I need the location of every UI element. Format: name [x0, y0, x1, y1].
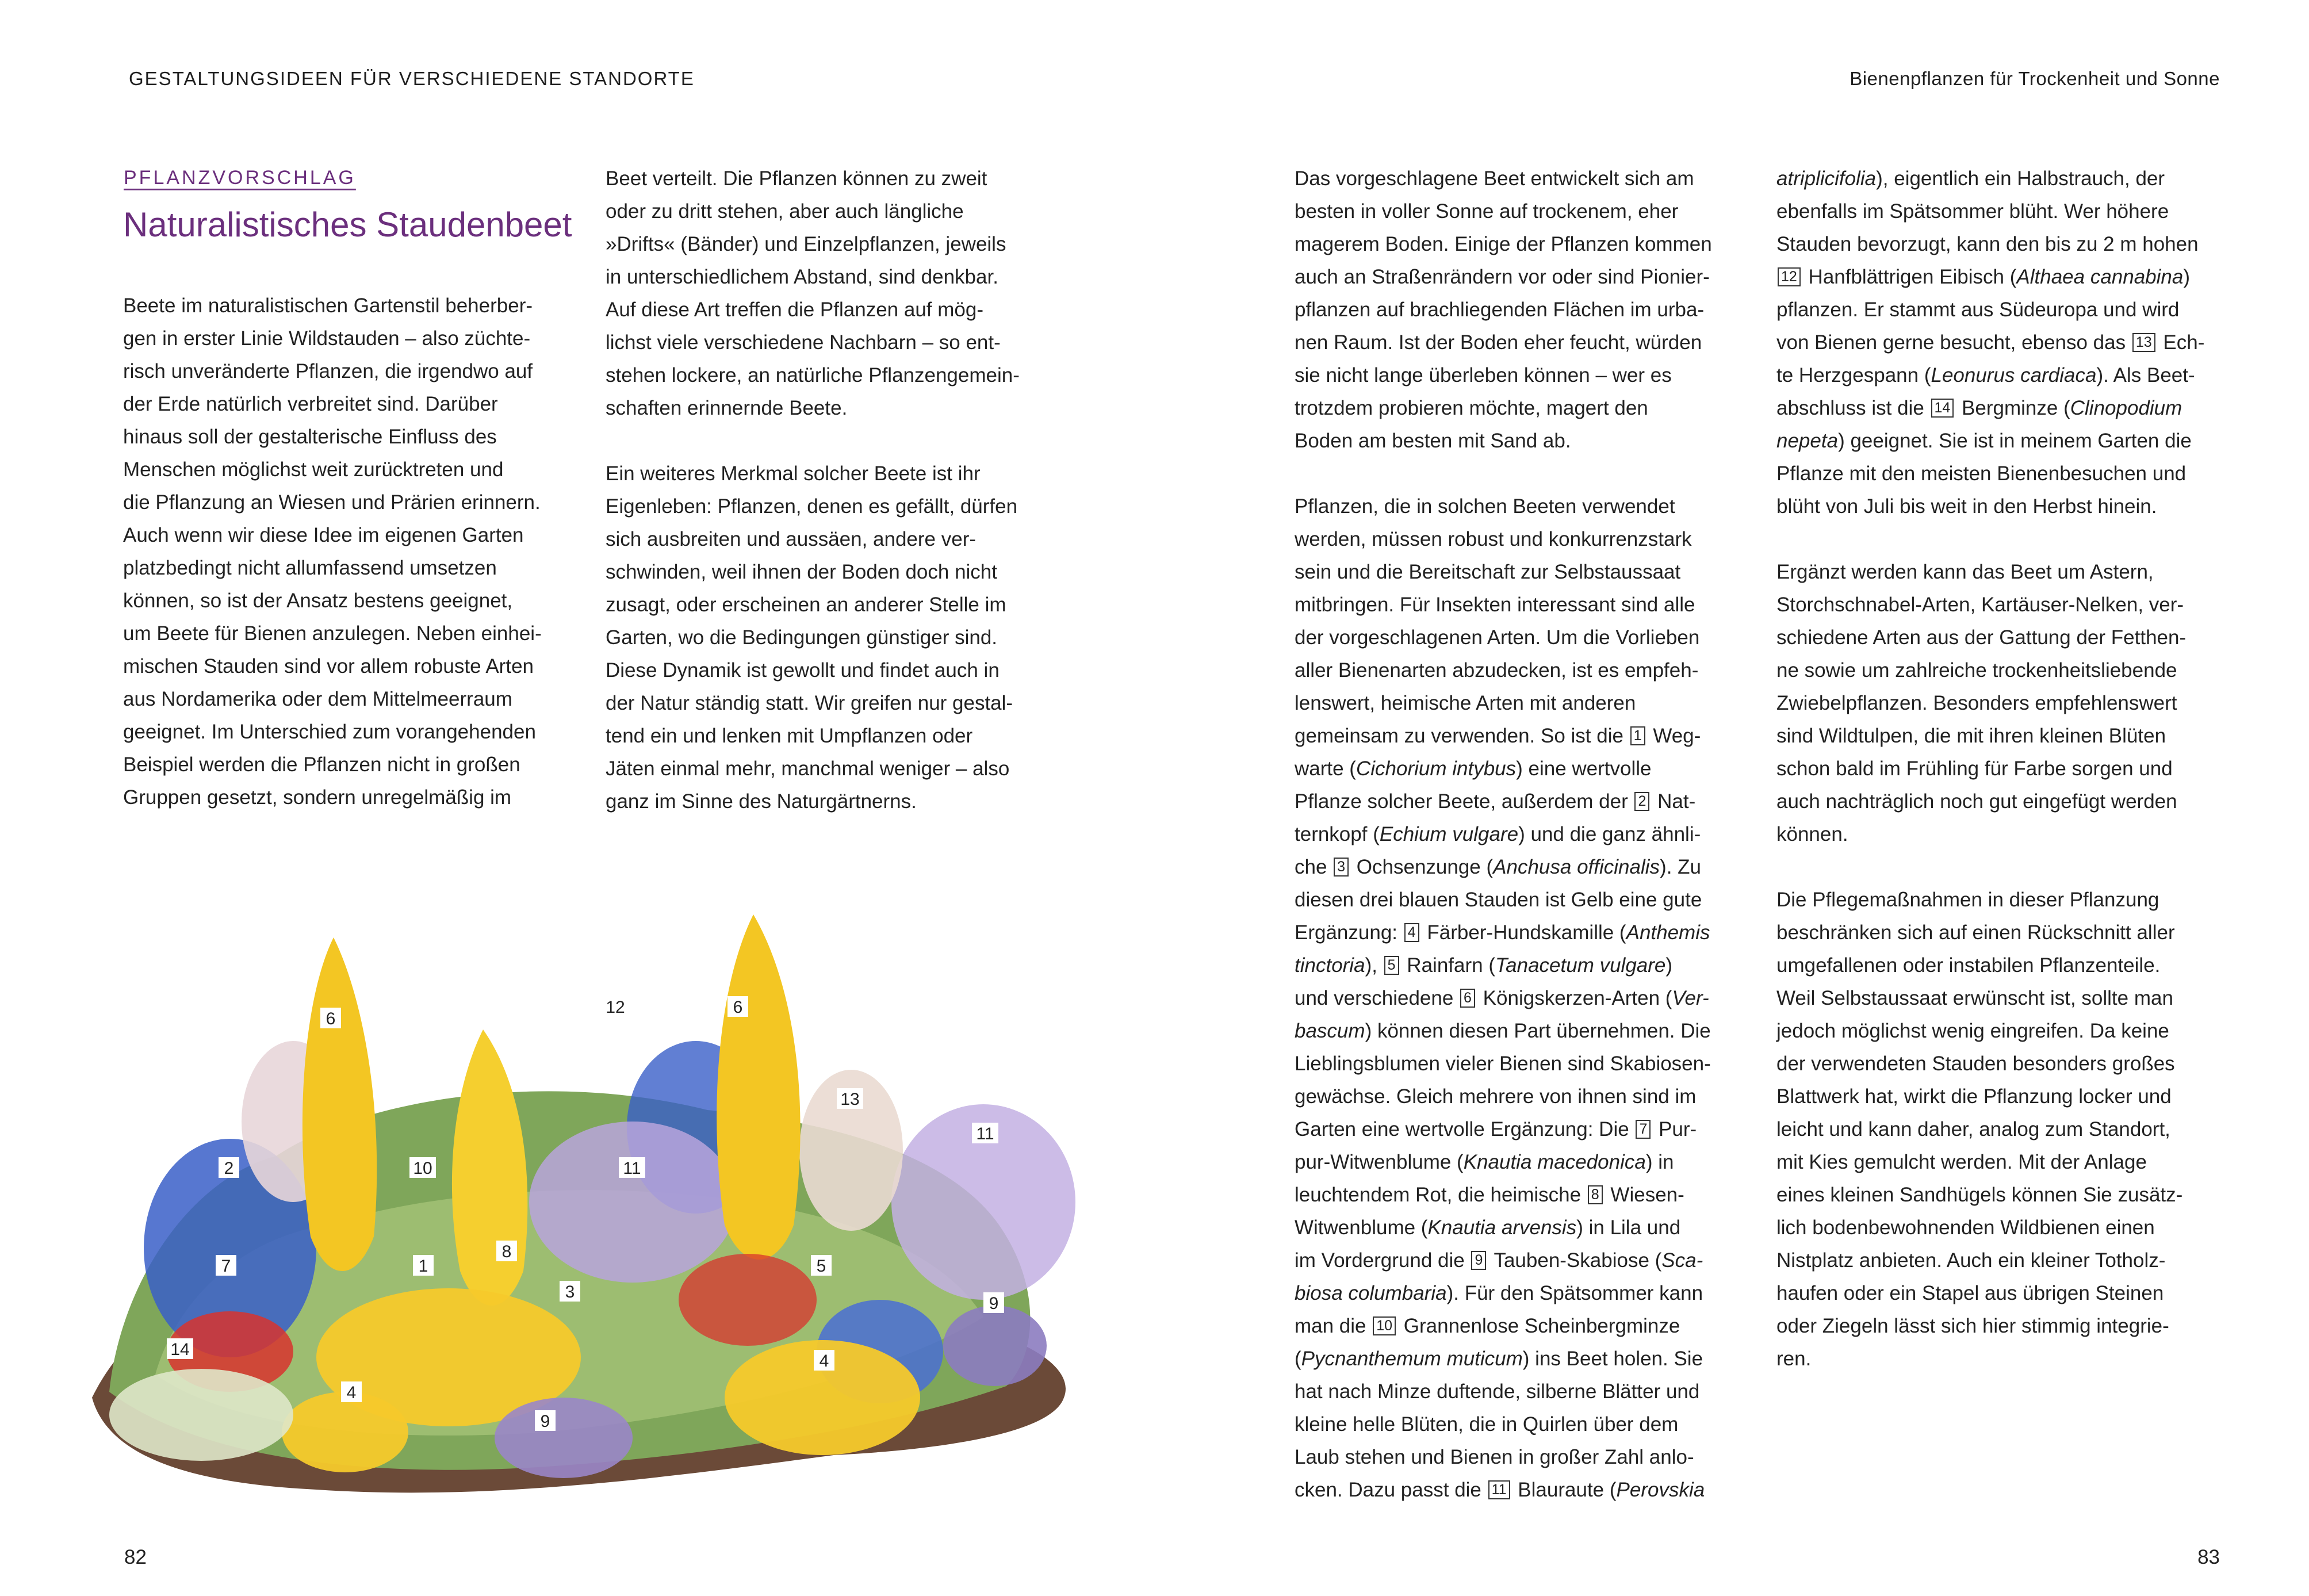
running-head-left: GESTALTUNGSIDEEN FÜR VERSCHIEDENE STANDORTE: [129, 68, 695, 89]
running-head-right: Bienenpflanzen für Trockenheit und Sonne: [1850, 68, 2220, 89]
svg-text:4: 4: [346, 1383, 357, 1402]
flower-bed-illustration: [86, 880, 1093, 1530]
label-11: [972, 1123, 998, 1143]
svg-text:6: 6: [733, 998, 743, 1017]
plant-number-2: 2: [1634, 792, 1649, 811]
label-11: [619, 1157, 645, 1178]
label-6: [320, 1008, 341, 1028]
label-6: [727, 996, 748, 1017]
page-number-right: 83: [2197, 1546, 2220, 1568]
svg-text:7: 7: [221, 1257, 231, 1276]
page-title: Naturalistisches Staudenbeet: [123, 205, 572, 244]
plant-number-6: 6: [1460, 989, 1475, 1008]
label-9: [535, 1410, 556, 1431]
svg-text:8: 8: [501, 1242, 512, 1261]
label-2: [219, 1157, 239, 1178]
page-number-left: 82: [124, 1546, 147, 1568]
svg-text:11: 11: [976, 1124, 994, 1143]
svg-text:4: 4: [819, 1352, 829, 1371]
plant-number-8: 8: [1588, 1185, 1603, 1204]
purple-scabious: [495, 1398, 633, 1478]
white-catmint: [109, 1369, 293, 1461]
label-3: [560, 1281, 580, 1302]
paragraph: Beet verteilt. Die Pflanzen können zu zweit oder zu dritt stehen, aber auch längliche »Drifts« (Bänder) und Einzelpflanzen, jeweils in unterschiedlichem Abstand, sind denkbar. Auf diese Art treffen die Pflanzen auf mög- lichst viele verschiedene Nachbarn – so ent- stehen lockere, an natürliche Pflanzengemein- schaften erinnernde Beete.: [606, 167, 1020, 419]
plant-number-4: 4: [1404, 923, 1419, 942]
paragraph: Pflanzen, die in solchen Beeten verwendet werden, müssen robust und konkurrenzstark sein und die Bereitschaft zur Selbstaussaat mitbringen. Für Insekten interessant sind alle der vorgeschlagenen Arten. Um die Vorlieben aller Bienenarten abzudecken, ist es empfeh- lenswert, heimische Arten mit anderen gemeinsam zu verwenden. So ist die 1 Weg- warte (Cichorium intybus) eine wertvolle Pflanze solcher Beete, außerdem der 2 Nat- ternkopf (Echium vulgare) und die ganz ähnli- che 3 Ochsenzunge (Anchusa officinalis). Zu diesen drei blauen Stauden ist Gelb eine gute Ergänzung: 4 Färber-Hundskamille (Anthemis tinctoria), 5 Rainfarn (Tanacetum vulgare) und verschiedene 6 Königskerzen-Arten (Ver- bascum) können diesen Part übernehmen. Die Lieblingsblumen vieler Bienen sind Skabiosen- gewächse. Gleich mehrere von ihnen sind im Garten eine wertvolle Ergänzung: Die 7 Pur- pur-Witwenblume (Knautia macedonica) in leuchtendem Rot, die heimische 8 Wiesen- Witwenblume (Knautia arvensis) in Lila und im Vordergrund die 9 Tauben-Skabiose (Sca- biosa columbaria). Für den Spätsommer kann man die 10 Grannenlose Scheinbergminze (Pycnanthemum muticum) ins Beet holen. Sie hat nach Minze duftende, silberne Blätter und kleine helle Blüten, die in Quirlen über dem Laub stehen und Bienen in großer Zahl anlo- cken. Dazu passt die 11 Blauraute (Perovskia: [1295, 495, 1711, 1501]
svg-text:11: 11: [623, 1159, 641, 1178]
yellow-mullein: [302, 937, 377, 1271]
paragraph: Beete im naturalistischen Gartenstil beherber- gen in erster Linie Wildstauden – also züchte- risch unveränderte Pflanzen, die irgendwo auf der Erde natürlich verbreitet sind. Darüber hinaus soll der gestalterische Einfluss des Menschen möglichst weit zurücktreten und die Pflanzung an Wiesen und Prärien erinnern. Auch wenn wir diese Idee im eigenen Garten platzbedingt nicht allumfassend umsetzen können, so ist der Ansatz bestens geeignet, um Beete für Bienen anzulegen. Neben einhei- mischen Stauden sind vor allem robuste Arten aus Nordamerika oder dem Mittelmeerraum geeignet. Im Unterschied zum vorangehenden Beispiel werden die Pflanzen nicht in großen Gruppen gesetzt, sondern unregelmäßig im: [123, 294, 542, 809]
label-5: [811, 1255, 832, 1276]
svg-text:6: 6: [326, 1009, 336, 1028]
plant-number-5: 5: [1384, 956, 1399, 975]
svg-text:3: 3: [565, 1283, 575, 1302]
svg-text:2: 2: [224, 1159, 234, 1178]
plant-number-14: 14: [1931, 399, 1954, 418]
plant-number-12: 12: [1778, 267, 1801, 286]
plant-number-10: 10: [1373, 1316, 1396, 1335]
svg-text:13: 13: [840, 1090, 860, 1109]
svg-text:9: 9: [540, 1412, 550, 1431]
svg-text:12: 12: [606, 998, 625, 1017]
paragraph: Das vorgeschlagene Beet entwickelt sich am besten in voller Sonne auf trockenem, eher magerem Boden. Einige der Pflanzen kommen auch an Straßenrändern vor oder sind Pionier- pflanzen auf brachliegenden Flächen im urba- nen Raum. Ist der Boden eher feucht, würden sie nicht lange überleben können – wer es trotzdem probieren möchte, magert den Boden am besten mit Sand ab.: [1295, 167, 1712, 452]
label-4: [341, 1381, 362, 1402]
paragraph: Ein weiteres Merkmal solcher Beete ist ihr Eigenleben: Pflanzen, denen es gefällt, dürfen sich ausbreiten und aussäen, andere ver- schwinden, weil ihnen der Boden doch nicht zusagt, oder erscheinen an anderer Stelle im Garten, wo die Bedingungen günstiger sind. Diese Dynamik ist gewollt und findet auch in der Natur ständig statt. Wir greifen nur gestal- tend ein und lenken mit Umpflanzen oder Jäten einmal mehr, manchmal weniger – also ganz im Sinne des Naturgärtnerns.: [606, 462, 1018, 813]
lavender-cloud: [529, 1122, 736, 1283]
plant-number-9: 9: [1471, 1251, 1486, 1270]
yellow-flowers: [282, 1392, 408, 1472]
text-column-1: [123, 289, 542, 847]
plant-number-11: 11: [1488, 1480, 1510, 1499]
label-13: [837, 1088, 863, 1109]
plant-number-3: 3: [1334, 858, 1349, 877]
label-14: [167, 1338, 193, 1359]
label-1: [413, 1255, 434, 1276]
label-8: [496, 1241, 517, 1261]
svg-text:10: 10: [413, 1159, 432, 1178]
section-kicker: PFLANZVORSCHLAG: [124, 167, 356, 189]
svg-text:14: 14: [170, 1340, 190, 1359]
yellow-mullein: [452, 1029, 527, 1306]
plant-number-7: 7: [1636, 1120, 1651, 1139]
text-column-3: [1295, 162, 1712, 1506]
text-column-2: [606, 162, 1020, 851]
purple-scabious: [943, 1306, 1047, 1386]
paragraph: atriplicifolia), eigentlich ein Halbstrauch, der ebenfalls im Spätsommer blüht. Wer höhere Stauden bevorzugt, kann den bis zu 2 m hohen 12 Hanfblättrigen Eibisch (Althaea cannabina) pflanzen. Er stammt aus Südeuropa und wird von Bienen gerne besucht, ebenso das 13 Ech- te Herzgespann (Leonurus cardiaca). Als Beet- abschluss ist die 14 Bergminze (Clinopodium nepeta) geeignet. Sie ist in meinem Garten die Pflanze mit den meisten Bienenbesuchen und blüht von Juli bis weit in den Herbst hinein.: [1776, 167, 2205, 518]
svg-text:9: 9: [989, 1294, 999, 1313]
svg-text:5: 5: [816, 1257, 826, 1276]
label-12: [602, 996, 629, 1017]
text-column-4: [1776, 162, 2204, 1408]
label-9: [983, 1292, 1004, 1313]
label-4: [814, 1350, 834, 1371]
plant-number-13: 13: [2132, 333, 2155, 352]
red-flowers: [679, 1254, 817, 1346]
paragraph: Die Pflegemaßnahmen in dieser Pflanzung beschränken sich auf einen Rückschnitt aller umgefallenen oder instabilen Pflanzenteile. Weil Selbstaussaat erwünscht ist, sollte man jedoch möglichst wenig eingreifen. Da keine der verwendeten Stauden besonders großes Blattwerk hat, wirkt die Pflanzung locker und leicht und kann daher, analog zum Standort, mit Kies gemulcht werden. Mit der Anlage eines kleinen Sandhügels können Sie zusätz- lich bodenbewohnenden Wildbienen einen Nistplatz anbieten. Auch ein kleiner Totholz- haufen oder ein Stapel aus übrigen Steinen oder Ziegeln lässt sich hier stimmig integrie- ren.: [1776, 889, 2183, 1370]
label-10: [409, 1157, 436, 1178]
paragraph: Ergänzt werden kann das Beet um Astern, Storchschnabel-Arten, Kartäuser-Nelken, ver- schiedene Arten aus der Gattung der Fetthen- ne sowie um zahlreiche trockenheitsliebende Zwiebelpflanzen. Besonders empfehlenswert sind Wildtulpen, die mit ihren kleinen Blüten schon bald im Frühling für Farbe sorgen und auch nachträglich noch gut eingefügt werden können.: [1776, 561, 2187, 845]
svg-text:1: 1: [418, 1257, 428, 1276]
yellow-mullein: [717, 914, 800, 1260]
plant-number-1: 1: [1630, 726, 1645, 745]
label-7: [216, 1255, 236, 1276]
